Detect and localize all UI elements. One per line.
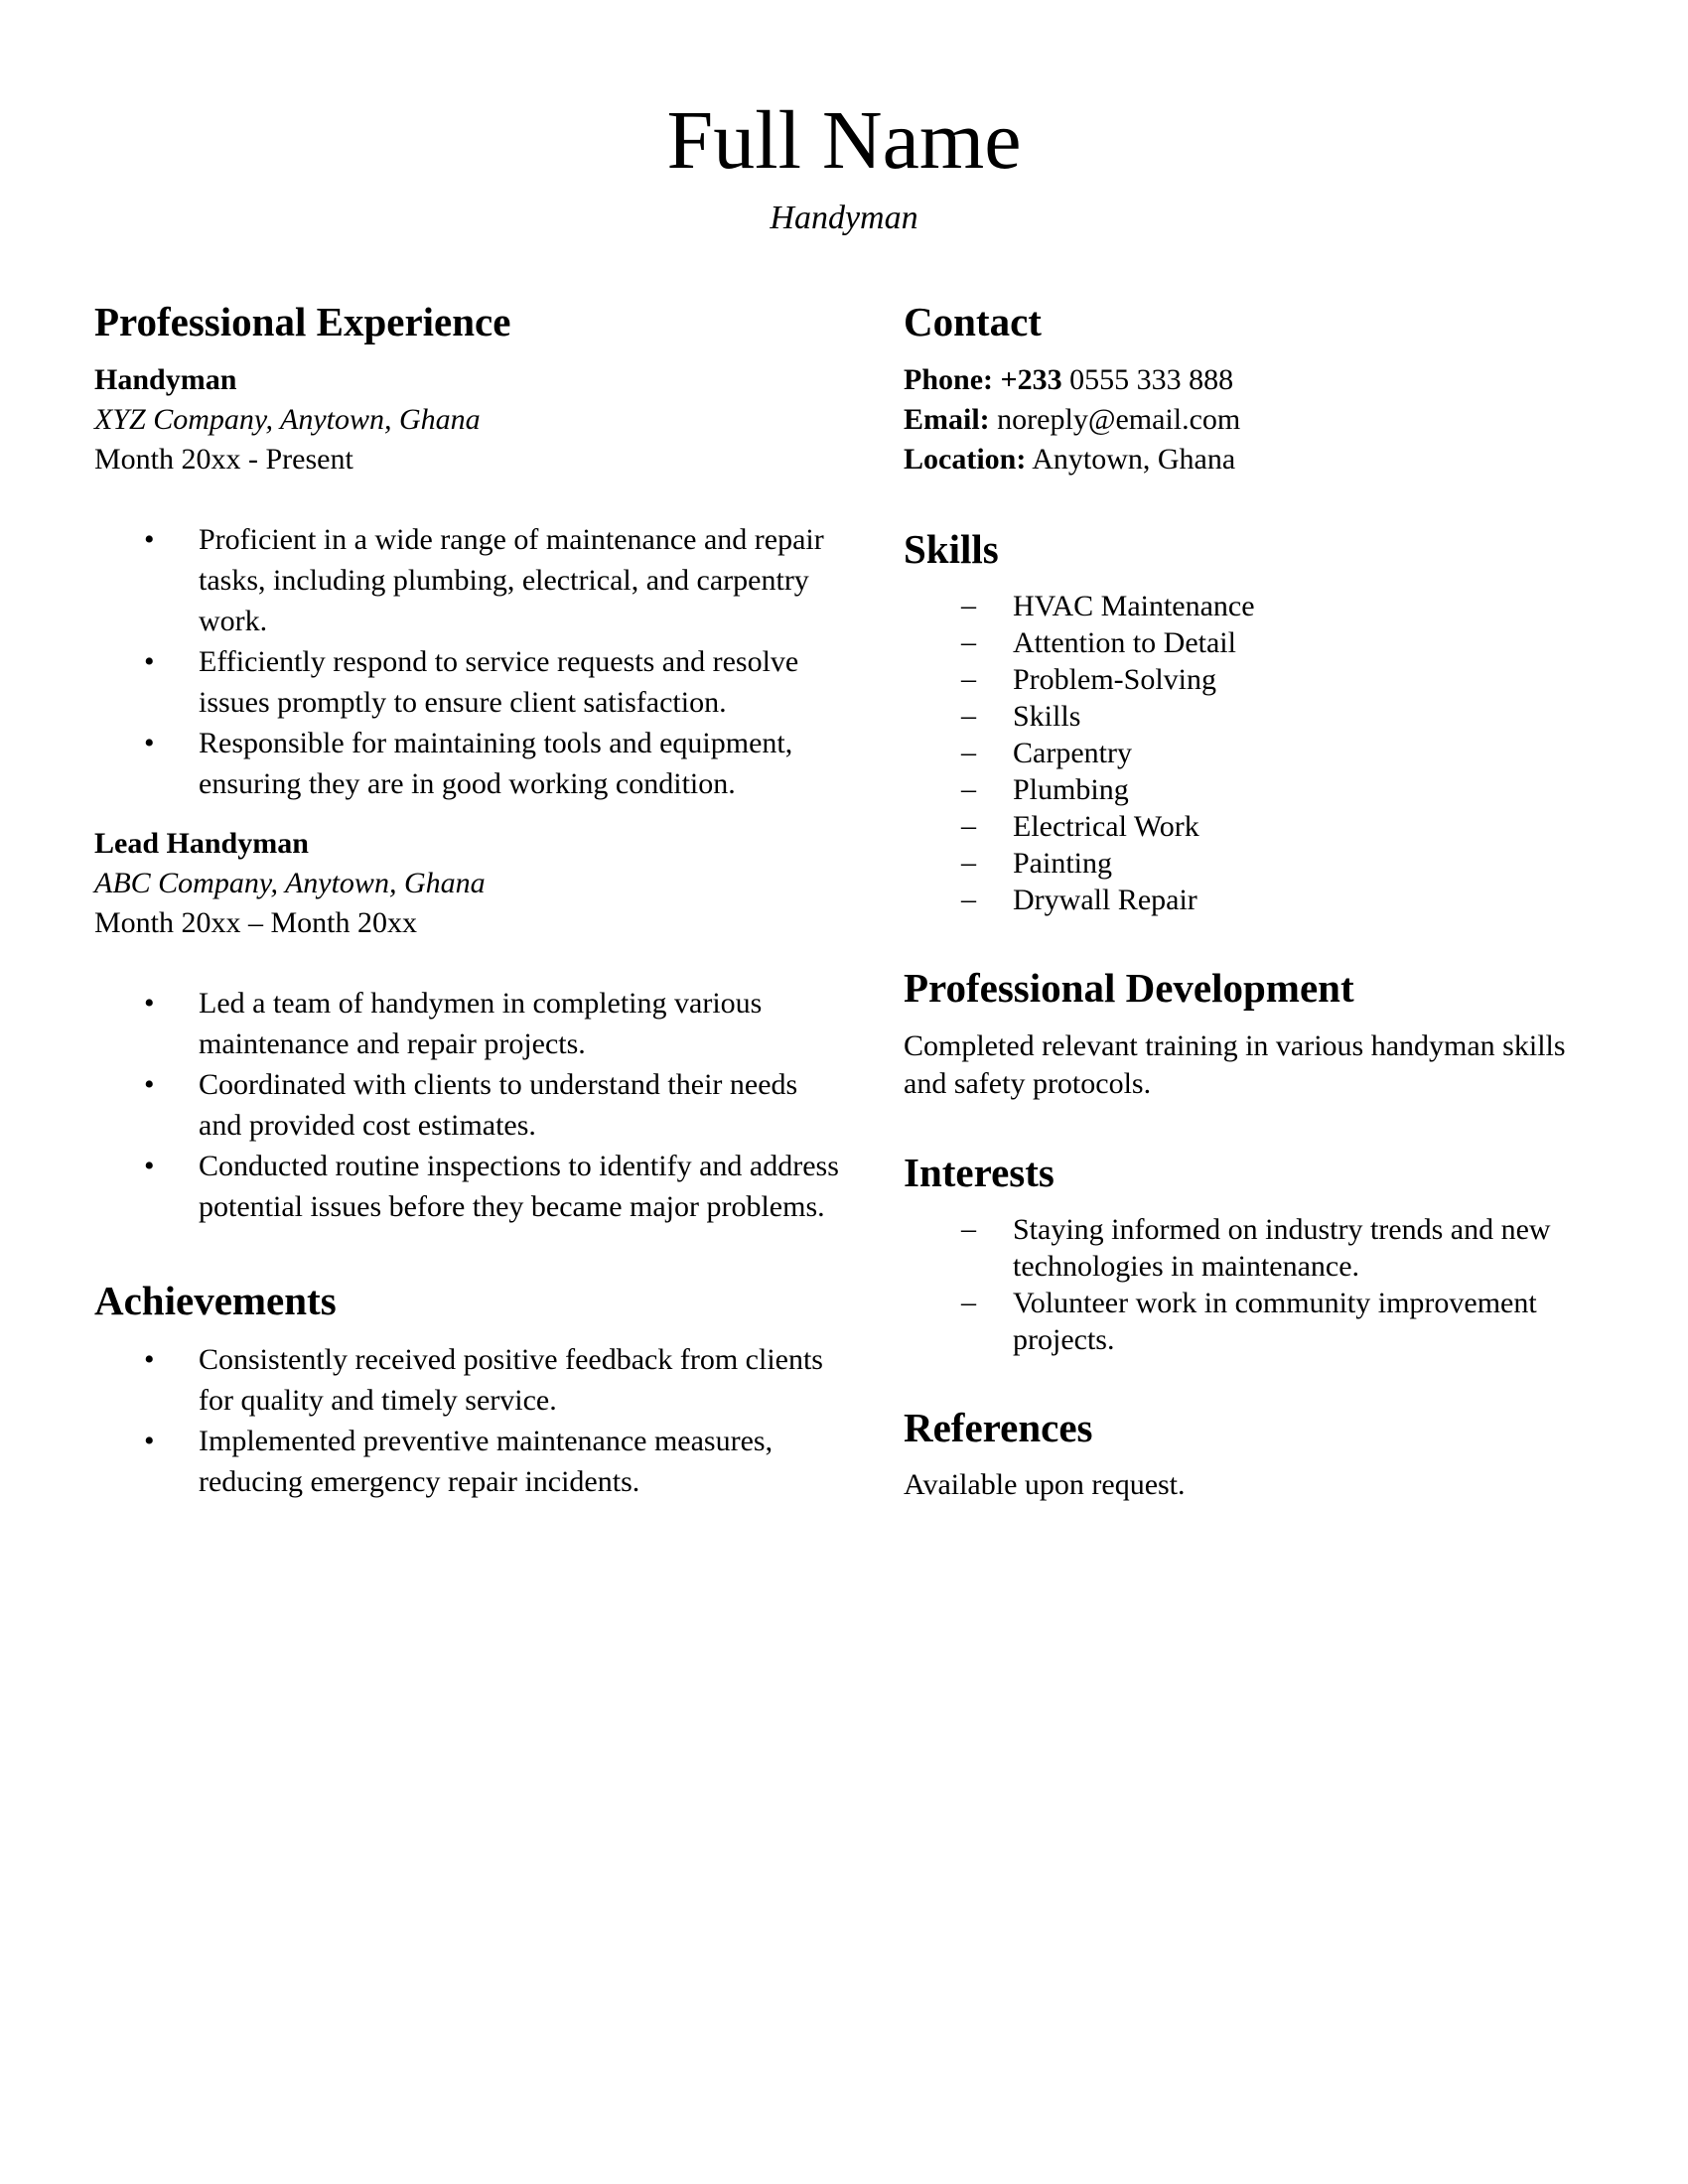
doc-header [0, 0, 1688, 238]
job-entry [94, 360, 844, 804]
contact-label: Phone: +233 [904, 363, 1062, 397]
section-references [904, 1404, 1599, 1504]
skill-item: – Plumbing [904, 771, 1599, 808]
skill-item: – Problem-Solving [904, 661, 1599, 698]
two-column-body [94, 298, 1599, 1504]
bullet-item: • Consistently received positive feedback from clients for quality and timely service. [94, 1339, 844, 1421]
page-title: Full Name [666, 94, 1022, 187]
right-column [904, 298, 1599, 1504]
job-dates: Month 20xx – Month 20xx [94, 906, 418, 940]
section-heading-skills: Skills [904, 526, 999, 573]
bullet-item: • Led a team of handymen in completing various maintenance and repair projects. [94, 983, 844, 1064]
section-heading-achievements: Achievements [94, 1278, 337, 1324]
contact-value: noreply@email.com [997, 403, 1241, 437]
bullet-item: • Responsible for maintaining tools and equipment, ensuring they are in good working condition. [94, 723, 844, 804]
page-subtitle: Handyman [770, 200, 918, 236]
skill-item: – Painting [904, 845, 1599, 882]
section-skills [904, 525, 1599, 918]
skills-list [904, 588, 1599, 918]
job-dates: Month 20xx - Present [94, 443, 353, 477]
section-professional-development [904, 964, 1599, 1102]
job-bullet-list [94, 519, 844, 804]
section-heading-contact: Contact [904, 299, 1042, 344]
left-column [94, 298, 844, 1502]
section-heading-references: References [904, 1404, 1093, 1450]
section-heading-interests: Interests [904, 1149, 1055, 1195]
references-text: Available upon request. [904, 1467, 1186, 1501]
contact-list [904, 360, 1599, 479]
section-heading-professional-development: Professional Development [904, 965, 1354, 1012]
interests-list [904, 1211, 1599, 1358]
skill-item: – Drywall Repair [904, 882, 1599, 918]
professional-development-text: Completed relevant training in various handyman skills and safety protocols. [904, 1028, 1566, 1100]
interest-item: – Staying informed on industry trends and new technologies in maintenance. [904, 1211, 1599, 1285]
bullet-item: • Conducted routine inspections to identify and address potential issues before they became major problems. [94, 1146, 844, 1227]
skill-item: – Attention to Detail [904, 624, 1599, 661]
skill-item: – HVAC Maintenance [904, 588, 1599, 624]
contact-label: Location: [904, 443, 1027, 477]
bullet-item: • Proficient in a wide range of maintenance and repair tasks, including plumbing, electrical, and carpentry work. [94, 519, 844, 641]
contact-value: 0555 333 888 [1069, 363, 1234, 397]
section-contact [904, 298, 1599, 479]
contact-line [904, 440, 1599, 479]
contact-line [904, 360, 1599, 400]
section-professional-experience [94, 298, 844, 1227]
job-entry [94, 824, 844, 1227]
bullet-item: • Implemented preventive maintenance measures, reducing emergency repair incidents. [94, 1421, 844, 1502]
job-bullet-list [94, 983, 844, 1227]
section-achievements [94, 1277, 844, 1502]
skill-item: – Electrical Work [904, 808, 1599, 845]
contact-line [904, 400, 1599, 440]
bullet-item: • Coordinated with clients to understand their needs and provided cost estimates. [94, 1064, 844, 1146]
skill-item: – Carpentry [904, 735, 1599, 771]
interest-item: – Volunteer work in community improvement projects. [904, 1285, 1599, 1358]
achievements-bullet-list [94, 1339, 844, 1502]
section-heading-professional-experience: Professional Experience [94, 299, 511, 344]
bullet-item: • Efficiently respond to service requests and resolve issues promptly to ensure client satisfaction. [94, 641, 844, 723]
contact-label: Email: [904, 403, 990, 437]
job-list [94, 360, 844, 1227]
job-company: XYZ Company, Anytown, Ghana [94, 403, 481, 437]
job-title: Lead Handyman [94, 827, 309, 861]
section-interests [904, 1149, 1599, 1358]
job-title: Handyman [94, 363, 237, 397]
contact-value: Anytown, Ghana [1032, 443, 1236, 477]
skill-item: – Skills [904, 698, 1599, 735]
job-company: ABC Company, Anytown, Ghana [94, 867, 486, 900]
